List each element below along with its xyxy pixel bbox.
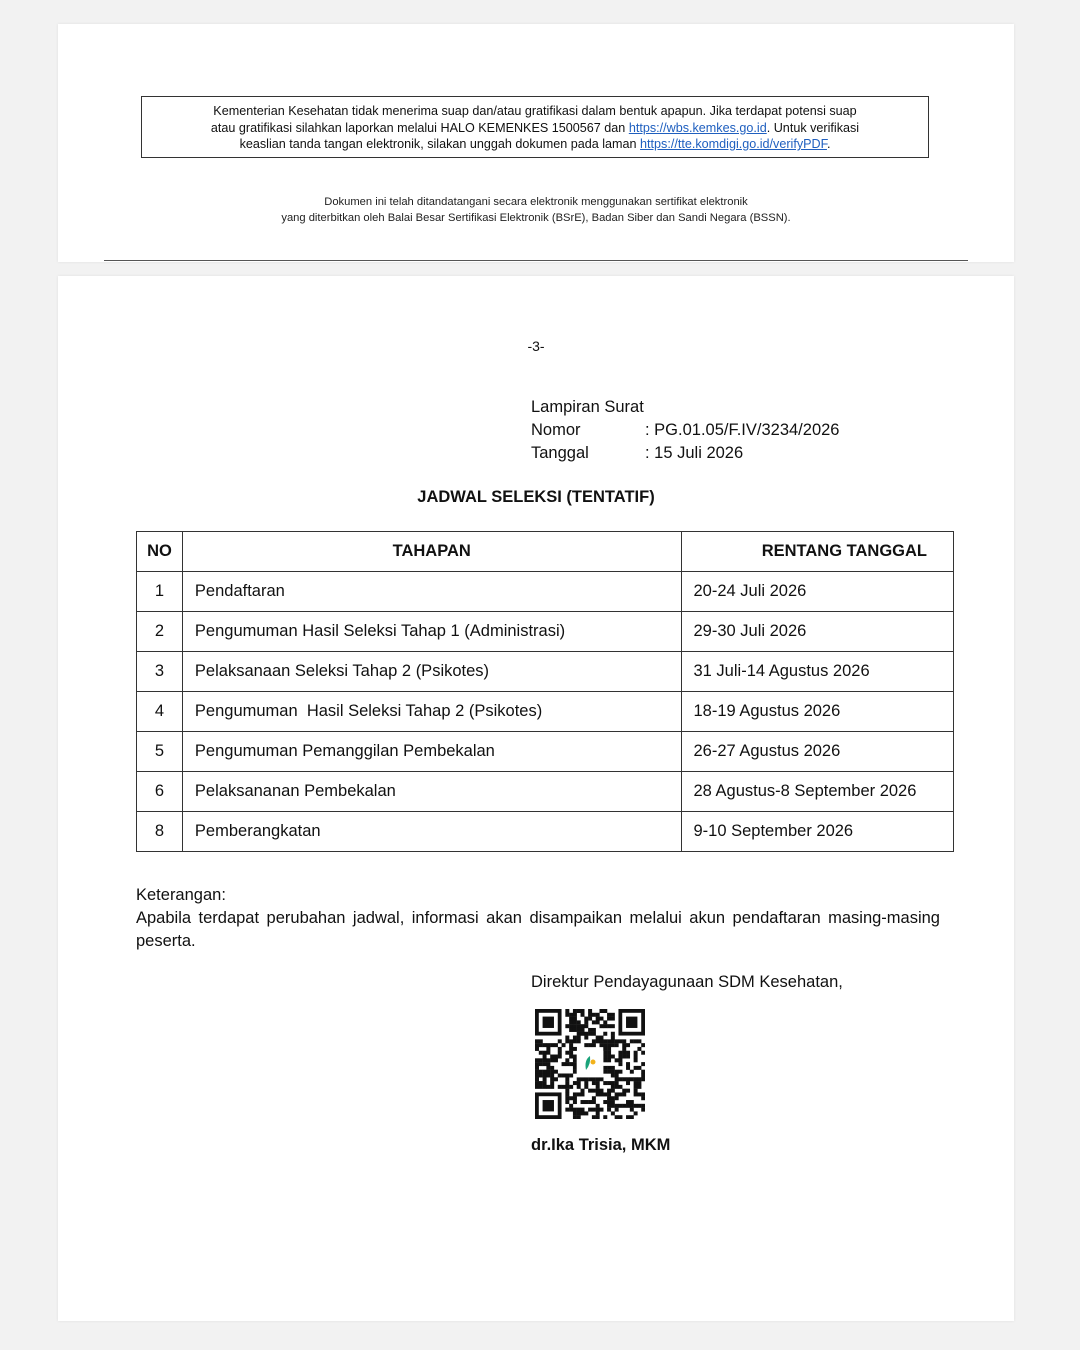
previous-page-footer — [58, 24, 1014, 262]
table-header-row — [137, 532, 954, 572]
table-row — [137, 732, 954, 772]
header-rentang: RENTANG TANGGAL — [681, 532, 954, 572]
tanggal-label: Tanggal — [531, 444, 589, 462]
qr-code-icon — [535, 1009, 645, 1119]
row-no: 1 — [137, 572, 183, 612]
row-rentang: 29-30 Juli 2026 — [681, 612, 954, 652]
footer-divider — [104, 260, 968, 261]
schedule-table — [136, 531, 954, 852]
table-row — [137, 652, 954, 692]
table-row — [137, 612, 954, 652]
row-tahapan: Pemberangkatan — [182, 812, 681, 852]
signatory-position: Direktur Pendayagunaan SDM Kesehatan, — [531, 973, 843, 991]
row-no: 6 — [137, 772, 183, 812]
schedule-title: JADWAL SELEKSI (TENTATIF) — [417, 488, 655, 506]
row-rentang: 9-10 September 2026 — [681, 812, 954, 852]
notice-text-1: Kementerian Kesehatan tidak menerima suap dan/atau gratifikasi dalam bentuk apapun. Jika terdapat potensi suap — [213, 104, 857, 118]
remarks-text: Apabila terdapat perubahan jadwal, informasi akan disampaikan melalui akun pendaftaran masing-masing peserta. — [136, 909, 940, 950]
tanggal-value: : 15 Juli 2026 — [645, 444, 744, 462]
row-no: 2 — [137, 612, 183, 652]
row-tahapan: Pengumuman Hasil Seleksi Tahap 1 (Administrasi) — [182, 612, 681, 652]
notice-text-4: keaslian tanda tangan elektronik, silakan unggah dokumen pada laman — [239, 137, 637, 151]
row-no: 3 — [137, 652, 183, 692]
row-rentang: 18-19 Agustus 2026 — [681, 692, 954, 732]
header-no: NO — [137, 532, 183, 572]
row-rentang: 20-24 Juli 2026 — [681, 572, 954, 612]
esign-line-2: yang diterbitkan oleh Balai Besar Sertifikasi Elektronik (BSrE), Badan Siber dan Sandi Negara (BSSN). — [281, 212, 791, 224]
esign-statement — [58, 194, 1014, 226]
verify-pdf-link[interactable]: https://tte.komdigi.go.id/verifyPDF — [640, 137, 827, 151]
notice-text-2: atau gratifikasi silahkan laporkan melalui HALO KEMENKES 1500567 dan — [210, 120, 626, 135]
document-page — [58, 276, 1014, 1321]
header-tahapan: TAHAPAN — [182, 532, 681, 572]
remarks-label: Keterangan: — [136, 886, 226, 904]
row-no: 5 — [137, 732, 183, 772]
row-no: 4 — [137, 692, 183, 732]
row-tahapan: Pelaksanaan Seleksi Tahap 2 (Psikotes) — [182, 652, 681, 692]
anti-bribery-notice — [141, 96, 929, 158]
attachment-info — [531, 396, 839, 465]
notice-text-3: . Untuk verifikasi — [766, 120, 860, 135]
row-tahapan: Pendaftaran — [182, 572, 681, 612]
nomor-value: : PG.01.05/F.IV/3234/2026 — [645, 421, 840, 439]
row-tahapan: Pelaksananan Pembekalan — [182, 772, 681, 812]
wbs-link[interactable]: https://wbs.kemkes.go.id — [628, 120, 767, 135]
signatory-name: dr.Ika Trisia, MKM — [531, 1136, 671, 1154]
row-tahapan: Pengumuman Hasil Seleksi Tahap 2 (Psikotes) — [182, 692, 681, 732]
table-row — [137, 812, 954, 852]
table-row — [137, 772, 954, 812]
nomor-row — [531, 419, 839, 442]
tanggal-row — [531, 442, 839, 465]
row-rentang: 26-27 Agustus 2026 — [681, 732, 954, 772]
page-number: -3- — [527, 338, 545, 354]
row-rentang: 28 Agustus-8 September 2026 — [681, 772, 954, 812]
table-row — [137, 692, 954, 732]
nomor-label: Nomor — [531, 421, 581, 439]
row-rentang: 31 Juli-14 Agustus 2026 — [681, 652, 954, 692]
remarks — [136, 884, 940, 953]
table-row — [137, 572, 954, 612]
attachment-title: Lampiran Surat — [531, 398, 644, 416]
row-no: 8 — [137, 812, 183, 852]
notice-text-5: . — [826, 137, 831, 151]
esign-line-1: Dokumen ini telah ditandatangani secara elektronik menggunakan sertifikat elektronik — [324, 196, 748, 208]
row-tahapan: Pengumuman Pemanggilan Pembekalan — [182, 732, 681, 772]
